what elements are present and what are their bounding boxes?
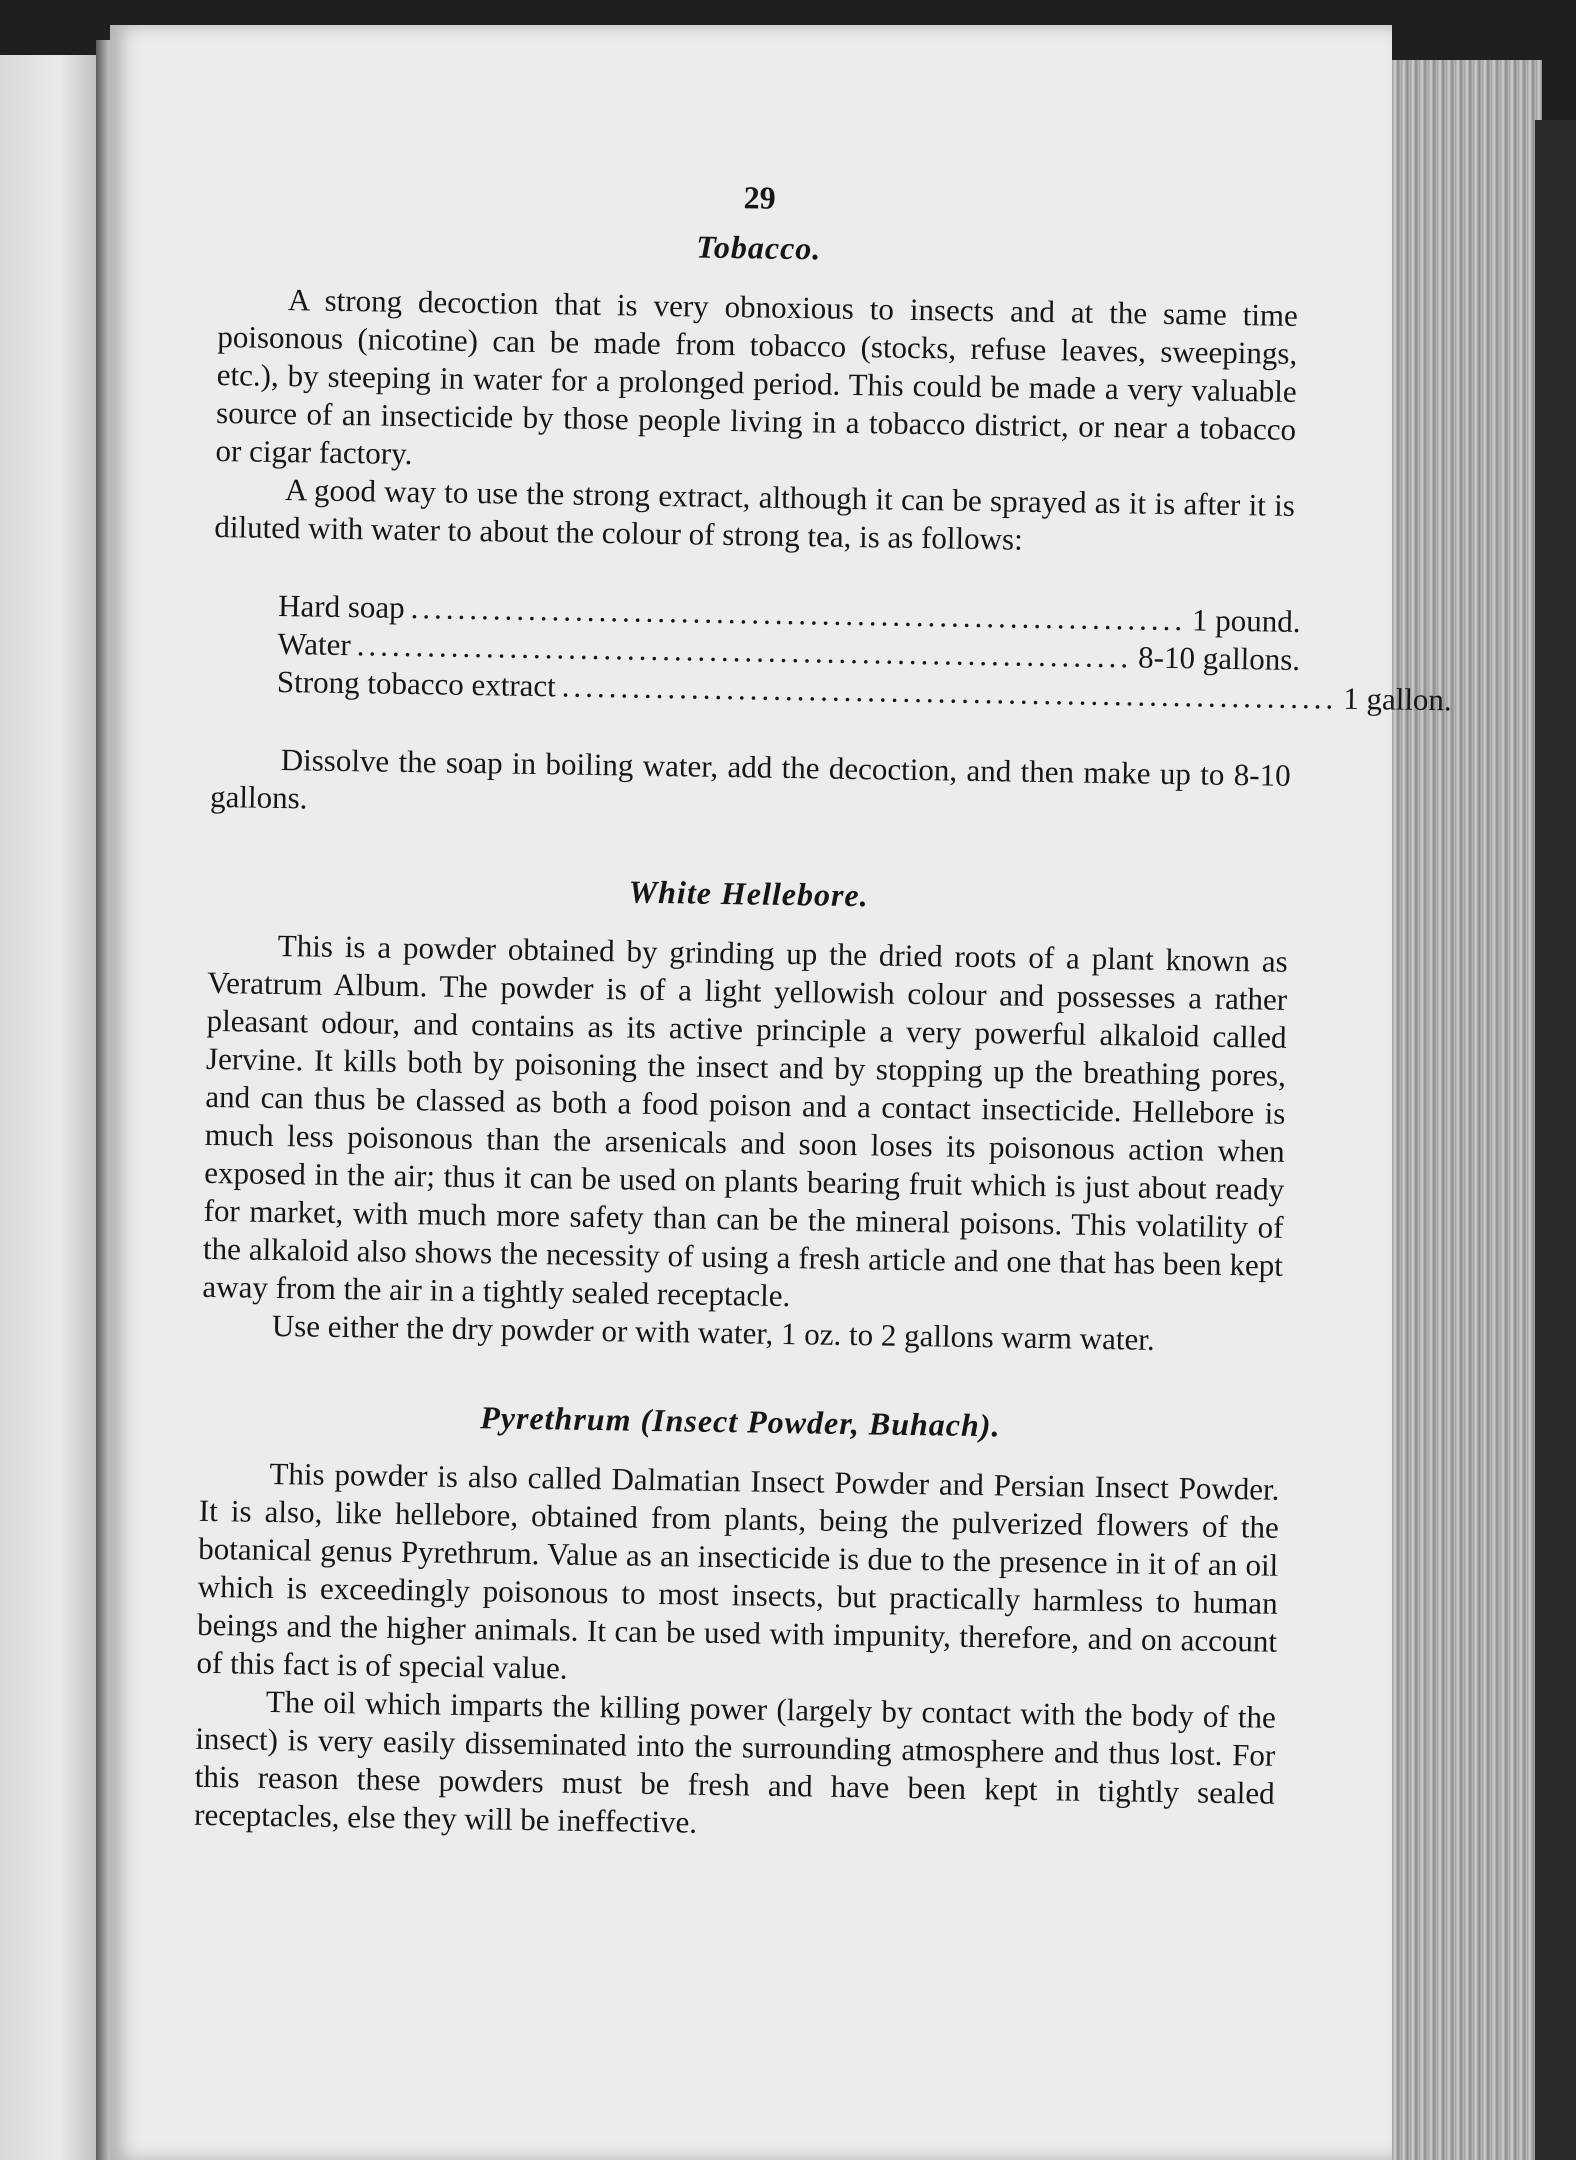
pyrethrum-paragraph-2: The oil which imparts the killing power (largely by contact with the body of the insect) is very easily disseminated into the surrounding atmosphere and thus lost. For this reason these powders must be fresh and have been kept in tightly sealed receptacles, else they will be ineffective. xyxy=(193,1683,1277,1840)
page-stack-edges xyxy=(1392,60,1542,2160)
hellebore-paragraph-1: This is a powder obtained by grinding up the dried roots of a plant known as Veratrum Album. The powder is of a light yellowish colour and possesses a rather pleasant odour, and contains as its active principle a very powerful alkaloid called Jervine. It kills both by poisoning the insect and by stopping up the breathing pores, and can thus be classed as both a food poison and a contact insecticide. Hellebore is much less poisonous than the arsenicals and soon loses its poisonous action when exposed in the air; thus it can be used on plants bearing fruit which is just about ready for market, with much more safety than can be the mineral poisons. This volatility of the alkaloid also shows the necessity of using a fresh article and one that has been kept away from the air in a tightly sealed receptacle. xyxy=(202,928,1288,1314)
hellebore-paragraph-2: Use either the dry powder or with water, 1 oz. to 2 gallons warm water. xyxy=(271,1307,1155,1357)
tobacco-paragraph-2: A good way to use the strong extract, although it can be sprayed as it is after it is diluted with water to about the colour of strong tea, is as follows: xyxy=(214,472,1296,557)
left-page-edge xyxy=(0,55,100,2160)
recipe-ingredient: Hard soap xyxy=(277,587,405,625)
leader-dots: .................................................................. xyxy=(410,590,1187,638)
recipe-quantity: 1 pound. xyxy=(1191,602,1301,640)
tobacco-paragraph-1: A strong decoction that is very obnoxious to insects and at the same time poisonous (nicotine) can be made from tobacco (stocks, refuse leaves, sweepings, etc.), by steeping in water for a prolonged period. This could be made a very valuable source of an insecticide by those people living in a tobacco district, or near a tobacco or cigar factory. xyxy=(215,282,1299,472)
section-heading-hellebore: White Hellebore. xyxy=(628,873,869,914)
recipe-quantity: 1 gallon. xyxy=(1342,680,1453,718)
recipe-quantity: 8-10 gallons. xyxy=(1137,639,1301,678)
section-heading-pyrethrum: Pyrethrum (Insect Powder, Buhach). xyxy=(480,1399,1001,1444)
leader-dots: .................................................................. xyxy=(561,668,1338,716)
book-cover-edge xyxy=(1535,120,1576,2160)
page-content xyxy=(193,170,1453,1851)
section-heading-tobacco: Tobacco. xyxy=(696,228,822,267)
recipe-ingredient: Water xyxy=(277,625,352,663)
page-number: 29 xyxy=(743,179,776,216)
leader-dots: .................................................................. xyxy=(356,627,1133,675)
recipe-ingredient: Strong tobacco extract xyxy=(276,663,557,704)
tobacco-paragraph-3: Dissolve the soap in boiling water, add the decoction, and then make up to 8-10 gallons. xyxy=(209,742,1291,816)
pyrethrum-paragraph-1: This powder is also called Dalmatian Insect Powder and Persian Insect Powder. It is also, like hellebore, obtained from plants, being the pulverized flowers of the botanical genus Pyrethrum. Value as an insecticide is due to the presence in it of an oil which is exceedingly poisonous to most insects, but practically harmless to human beings and the higher animals. It can be used with impunity, therefore, and on account of this fact is of special value. xyxy=(196,1455,1280,1686)
recipe-list xyxy=(276,587,1453,718)
